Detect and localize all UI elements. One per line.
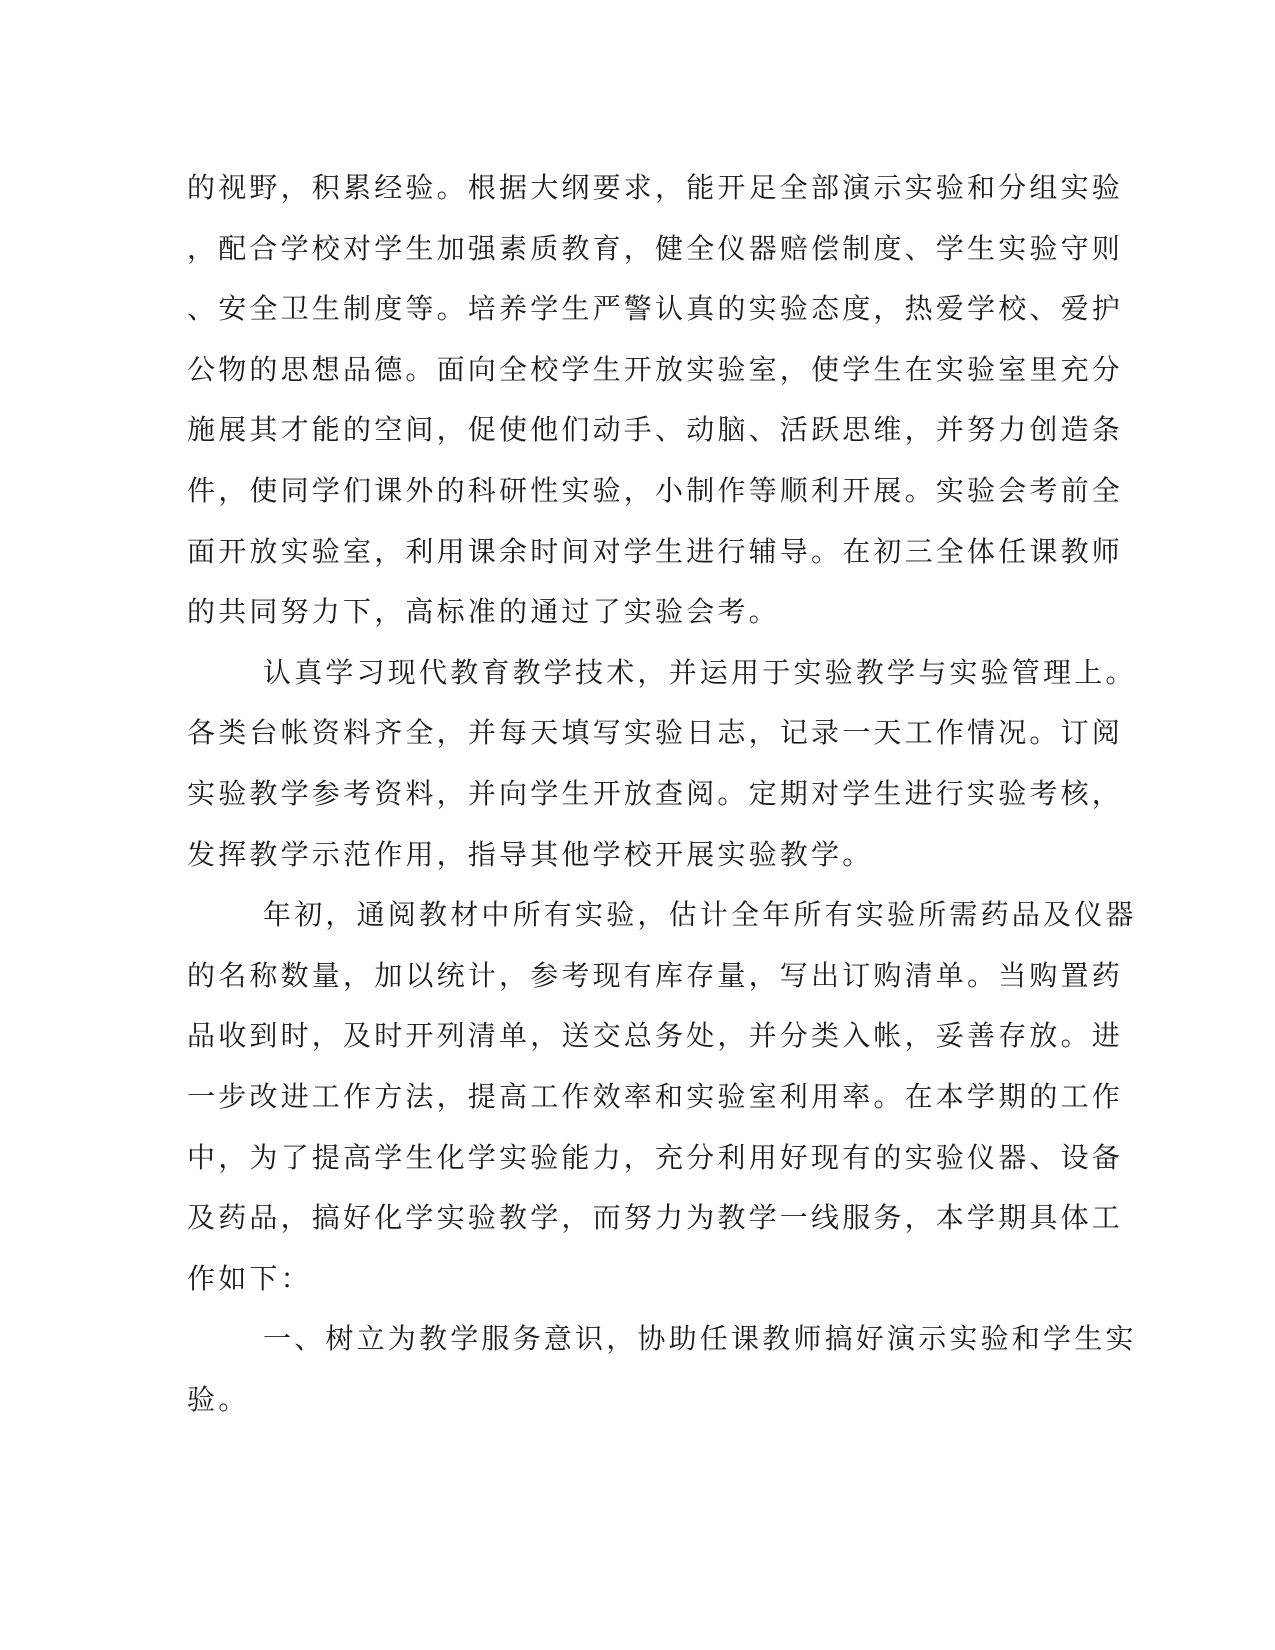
paragraph-3 <box>187 885 1137 1309</box>
text-line: 的共同努力下，高标准的通过了实验会考。 <box>187 595 780 629</box>
text-line: ，配合学校对学生加强素质教育，健全仪器赔偿制度、学生实验守则 <box>187 231 1124 265</box>
text-line: 品收到时，及时开列清单，送交总务处，并分类入帐，妥善存放。进 <box>187 1019 1124 1053</box>
text-line: 年初，通阅教材中所有实验，估计全年所有实验所需药品及仪器 <box>263 898 1137 932</box>
text-line: 实验教学参考资料，并向学生开放查阅。定期对学生进行实验考核， <box>187 776 1124 810</box>
text-line: 、安全卫生制度等。培养学生严警认真的实验态度，热爱学校、爱护 <box>187 292 1124 326</box>
paragraph-4 <box>187 1309 1137 1430</box>
text-line: 各类台帐资料齐全，并每天填写实验日志，记录一天工作情况。订阅 <box>187 716 1124 750</box>
text-line: 一步改进工作方法，提高工作效率和实验室利用率。在本学期的工作 <box>187 1079 1124 1113</box>
text-line: 中，为了提高学生化学实验能力，充分利用好现有的实验仪器、设备 <box>187 1140 1124 1174</box>
text-line: 作如下： <box>187 1261 312 1295</box>
paragraph-2 <box>187 643 1137 885</box>
text-line: 一、树立为教学服务意识，协助任课教师搞好演示实验和学生实 <box>263 1322 1137 1356</box>
text-line: 的视野，积累经验。根据大纲要求，能开足全部演示实验和分组实验 <box>187 171 1124 204</box>
text-line: 验。 <box>187 1382 250 1416</box>
text-line: 施展其才能的空间，促使他们动手、动脑、活跃思维，并努力创造条 <box>187 413 1124 447</box>
text-line: 发挥教学示范作用，指导其他学校开展实验教学。 <box>187 837 874 871</box>
text-line: 认真学习现代教育教学技术，并运用于实验教学与实验管理上。 <box>263 655 1137 689</box>
text-line: 公物的思想品德。面向全校学生开放实验室，使学生在实验室里充分 <box>187 352 1124 386</box>
text-line: 件，使同学们课外的科研性实验，小制作等顺利开展。实验会考前全 <box>187 473 1124 507</box>
paragraph-1 <box>187 158 1124 643</box>
text-line: 及药品，搞好化学实验教学，而努力为教学一线服务，本学期具体工 <box>187 1201 1124 1235</box>
document-body <box>187 158 1137 1430</box>
text-line: 的名称数量，加以统计，参考现有库存量，写出订购清单。当购置药 <box>187 958 1124 992</box>
text-line: 面开放实验室，利用课余时间对学生进行辅导。在初三全体任课教师 <box>187 534 1124 568</box>
